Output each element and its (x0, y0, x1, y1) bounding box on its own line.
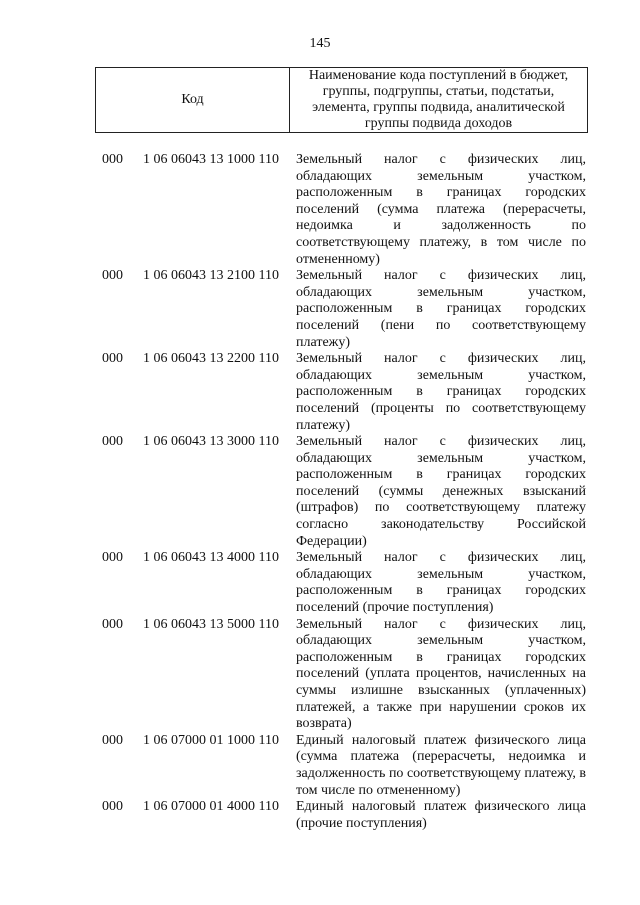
admin-code: 000 (102, 616, 123, 632)
income-description: Единый налоговый платеж физического лица (прочие поступления) (296, 799, 586, 831)
income-code: 1 06 06043 13 5000 110 (143, 616, 279, 632)
admin-code: 000 (102, 550, 123, 566)
table-row (0, 434, 640, 550)
income-description: Земельный налог с физических лиц, обладающих земельным участком, расположенным в границах городских поселений (сумма платежа (перерасчеты, недоимка и задолженность по соответствующему платежу, в том числе по отмененному) (296, 152, 586, 267)
header-code-cell: Код (96, 68, 290, 132)
table-row (0, 268, 640, 351)
table-row (0, 152, 640, 268)
admin-code: 000 (102, 434, 123, 450)
income-code-list (0, 152, 640, 832)
income-code: 1 06 06043 13 2200 110 (143, 351, 279, 367)
income-description: Земельный налог с физических лиц, обладающих земельным участком, расположенным в границах городских поселений (проценты по соответствующему платежу) (296, 351, 586, 433)
table-row (0, 733, 640, 799)
income-code: 1 06 06043 13 4000 110 (143, 550, 279, 566)
admin-code: 000 (102, 732, 123, 748)
admin-code: 000 (102, 152, 123, 167)
admin-code: 000 (102, 268, 123, 284)
income-code: 1 06 07000 01 1000 110 (143, 732, 279, 748)
table-row (0, 799, 640, 832)
admin-code: 000 (102, 351, 123, 367)
table-row (0, 617, 640, 733)
income-code: 1 06 07000 01 4000 110 (143, 799, 279, 815)
income-description: Земельный налог с физических лиц, обладающих земельным участком, расположенным в границах городских поселений (пени по соответствующему платежу) (296, 268, 586, 350)
table-row (0, 550, 640, 616)
income-code: 1 06 06043 13 2100 110 (143, 268, 279, 284)
page-number: 145 (309, 36, 331, 51)
table-row (0, 351, 640, 434)
income-description: Земельный налог с физических лиц, обладающих земельным участком, расположенным в границах городских поселений (прочие поступления) (296, 550, 586, 616)
income-description: Земельный налог с физических лиц, обладающих земельным участком, расположенным в границах городских поселений (уплата процентов, начисленных на суммы излишне взысканных (уплаченных) платежей, а также при нарушении сроков их возврата) (296, 616, 586, 732)
income-description: Земельный налог с физических лиц, обладающих земельным участком, расположенным в границах городских поселений (суммы денежных взысканий (штрафов) по соответствующему платежу согласно законодательству Российской Федерации) (296, 434, 586, 549)
income-code: 1 06 06043 13 1000 110 (143, 152, 279, 167)
header-name-cell: Наименование кода поступлений в бюджет, группы, подгруппы, статьи, подстатьи, элемента, группы подвида, аналитической группы подвида доходов (308, 68, 569, 131)
income-code: 1 06 06043 13 3000 110 (143, 434, 279, 450)
table-header (95, 67, 588, 133)
income-description: Единый налоговый платеж физического лица (сумма платежа (перерасчеты, недоимка и задолженность по соответствующему платежу, в том числе по отмененному) (296, 732, 586, 798)
admin-code: 000 (102, 799, 123, 815)
